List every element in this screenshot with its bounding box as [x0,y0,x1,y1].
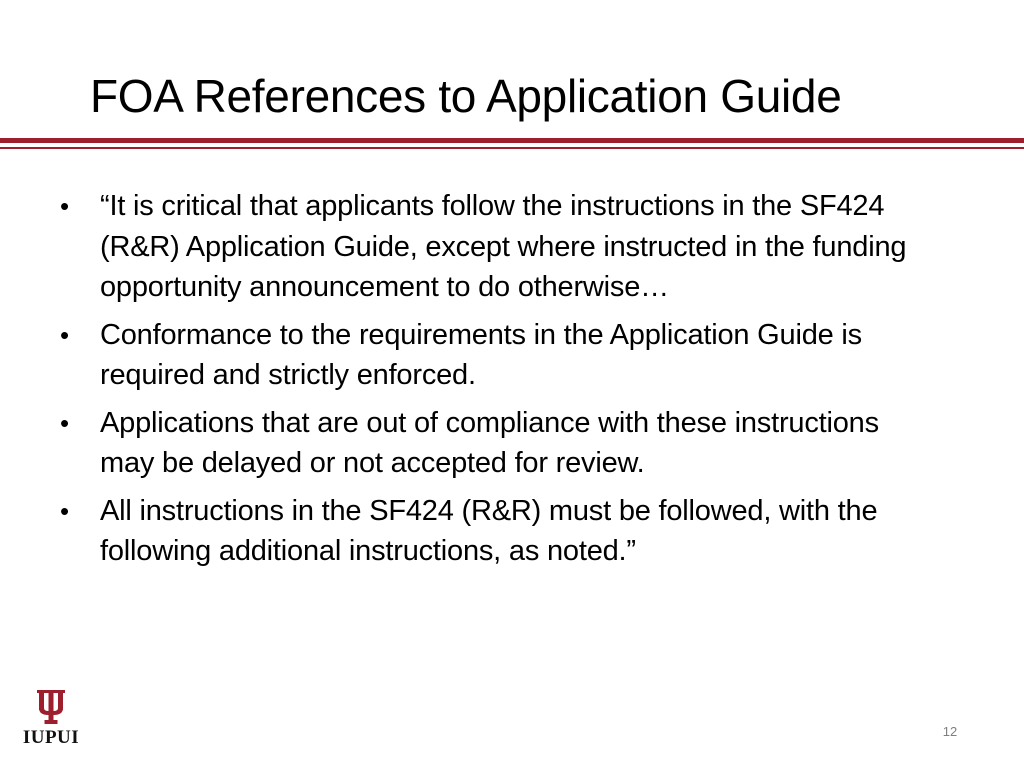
slide-title: FOA References to Application Guide [90,70,842,122]
bullet-text: Conformance to the requirements in the Application Guide is required and strictly enforced. [100,318,862,391]
bullet-glyph: • [60,495,69,526]
bullet-item [60,491,940,572]
bullet-text: “It is critical that applicants follow the instructions in the SF424 (R&R) Application Guide, except where instructed in the funding opportunity announcement to do otherwise… [100,190,907,303]
bullet-text: Applications that are out of compliance with these instructions may be delayed or not accepted for review. [100,406,879,479]
iupui-logo [14,690,88,754]
bullet-glyph: • [60,319,69,350]
title-divider-thin [0,147,1024,149]
title-divider-thick [0,138,1024,143]
page-number: 12 [942,724,958,739]
bullet-glyph: • [60,191,69,221]
logo-text: IUPUI [22,727,80,748]
bullet-item [60,315,940,396]
bullet-list [60,186,940,579]
bullet-item [60,186,940,308]
bullet-text: All instructions in the SF424 (R&R) must be followed, with the following additional instructions, as noted.” [100,494,878,567]
iu-trident-icon [37,690,65,726]
bullet-item [60,403,940,484]
bullet-glyph: • [60,407,69,438]
